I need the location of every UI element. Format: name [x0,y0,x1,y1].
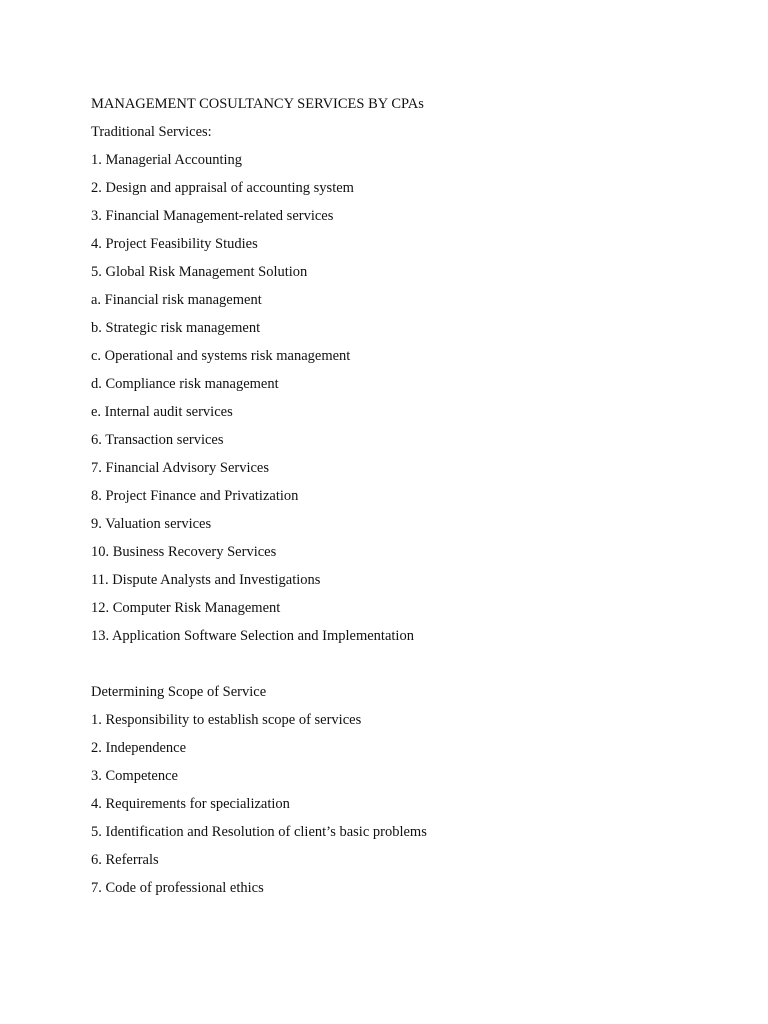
list-item: 4. Project Feasibility Studies [91,236,258,252]
list-item: b. Strategic risk management [91,320,261,336]
list-item: 9. Valuation services [91,516,212,532]
list-item: c. Operational and systems risk management [91,348,351,364]
list-item: 1. Managerial Accounting [91,152,242,168]
scope-of-service-list [91,706,731,902]
list-item: 3. Financial Management-related services [91,208,334,224]
list-item: 13. Application Software Selection and Implementation [91,628,414,644]
list-item: 12. Computer Risk Management [91,600,281,616]
traditional-services-heading: Traditional Services: [91,124,212,140]
list-item: 2. Independence [91,740,187,756]
list-item: 10. Business Recovery Services [91,544,277,560]
document-title: MANAGEMENT COSULTANCY SERVICES BY CPAs [91,96,424,112]
list-item: 7. Code of professional ethics [91,880,264,896]
list-item: 5. Global Risk Management Solution [91,264,308,280]
list-item: 11. Dispute Analysts and Investigations [91,572,321,588]
list-item: 6. Transaction services [91,432,224,448]
traditional-services-list [91,146,731,650]
list-item: 6. Referrals [91,852,159,868]
list-item: 2. Design and appraisal of accounting system [91,180,354,196]
list-item: d. Compliance risk management [91,376,279,392]
list-item: 8. Project Finance and Privatization [91,488,299,504]
list-item: 4. Requirements for specialization [91,796,290,812]
section-spacer [91,650,731,678]
list-item: 3. Competence [91,768,178,784]
list-item: 1. Responsibility to establish scope of services [91,712,362,728]
list-item: 7. Financial Advisory Services [91,460,270,476]
scope-of-service-heading: Determining Scope of Service [91,684,267,700]
list-item: 5. Identification and Resolution of client’s basic problems [91,824,427,840]
document-page [91,90,731,902]
list-item: e. Internal audit services [91,404,233,420]
list-item: a. Financial risk management [91,292,262,308]
